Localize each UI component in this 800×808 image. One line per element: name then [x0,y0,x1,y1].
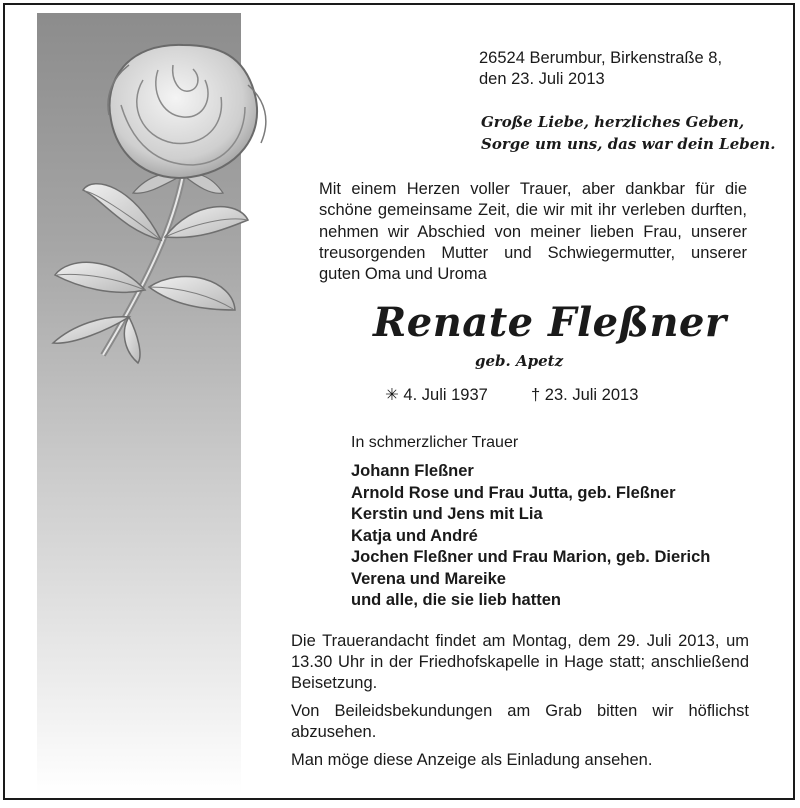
motto [481,111,775,155]
mourner-name: Katja und André [351,526,478,545]
mourners-list [351,461,710,612]
rose-illustration-icon [33,25,283,365]
mourner-name: und alle, die sie lieb hatten [351,591,561,609]
intro-text: Mit einem Herzen voller Trauer, aber dankbar für die schöne gemeinsame Zeit, die wir mit ihr verleben durften, nehmen wir Abschied von meiner lieben Frau, unserer treusorgenden Mutter und Schwiegermutter, unserer guten Oma und Uroma [319,180,747,284]
born-symbol-icon: ✳ [385,386,399,404]
notes [291,631,749,778]
mourner-name: Jochen Fleßner und Frau Marion, geb. Dierich [351,548,711,566]
motto-line-1: Große Liebe, herzliches Geben, [481,113,745,131]
mourner-name: Johann Fleßner [351,462,474,480]
birth-date: 4. Juli 1937 [403,386,488,404]
address-line: 26524 Berumbur, Birkenstraße 8, [479,49,723,67]
funeral-info: Die Trauerandacht findet am Montag, dem 29. Juli 2013, um 13.30 Uhr in der Friedhofskapelle in Hage statt; anschließend Beisetzung. [291,632,749,692]
died-symbol-icon: † [531,386,541,404]
mourner-name: Verena und Mareike [351,569,506,588]
birth-name: geb. Apetz [475,352,564,370]
condolence-note: Von Beileidsbekundungen am Grab bitten wir höflichst abzusehen. [291,702,749,741]
life-dates [385,385,638,405]
mourner-name: Kerstin und Jens mit Lia [351,505,543,523]
mourner-name: Arnold Rose und Frau Jutta, geb. Fleßner [351,483,676,502]
motto-line-2: Sorge um uns, das war dein Leben. [481,135,776,153]
obituary-notice [3,3,795,800]
mourners-heading: In schmerzlicher Trauer [351,434,519,451]
invitation-note: Man möge diese Anzeige als Einladung ansehen. [291,751,653,769]
place-date [479,48,722,90]
death-date: 23. Juli 2013 [544,386,639,404]
date-line: den 23. Juli 2013 [479,70,605,88]
deceased-name: Renate Fleßner [373,299,727,346]
